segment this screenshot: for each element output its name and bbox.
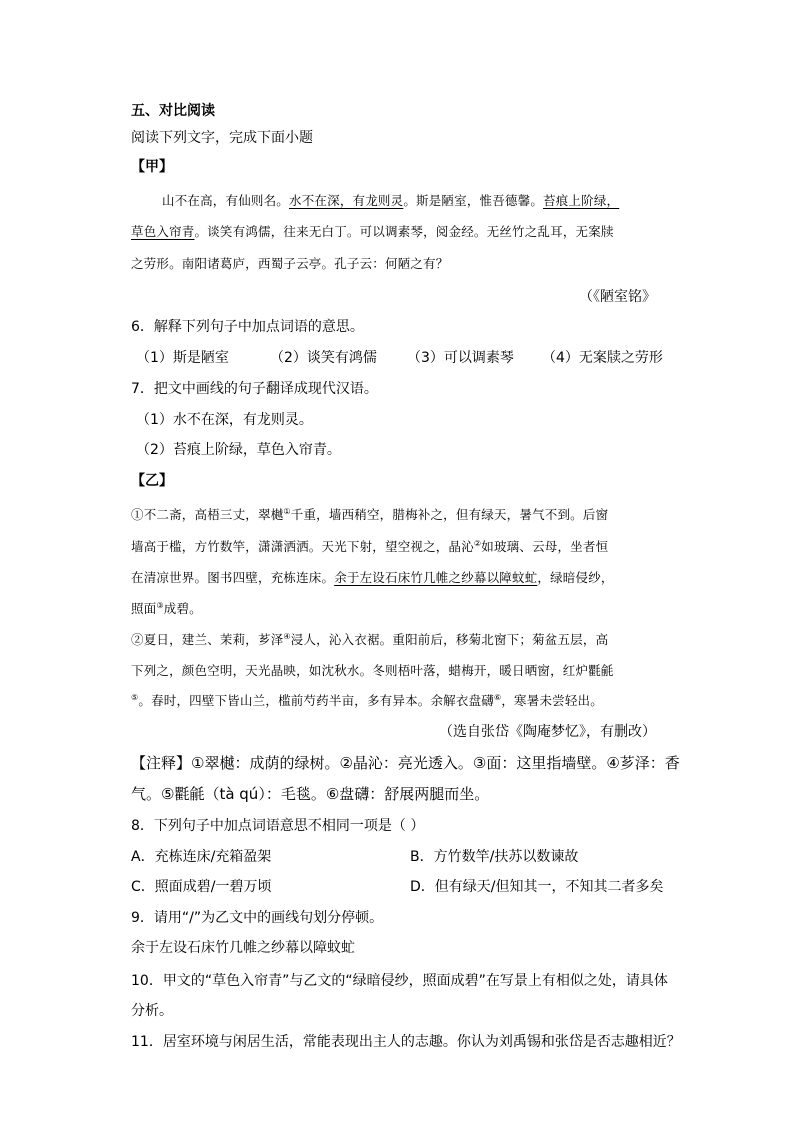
yi-text: 。春时，四壁下皆山兰，槛前芍药半亩，多有异本。余解衣盘礴 [138, 693, 494, 708]
jia-underlined-sentence-2a: 苔痕上阶绿， [543, 193, 620, 208]
q7-item-2: （2）苔痕上阶绿，草色入帘青。 [136, 442, 341, 458]
notes-line-1: 【注释】①翠樾：成荫的绿树。②晶沁：亮光透入。③面：这里指墙壁。④芗泽：香 [131, 754, 680, 772]
jia-underlined-sentence-1: 水不在深，有龙则灵 [289, 193, 404, 208]
instruction: 阅读下列文字，完成下面小题 [131, 130, 313, 146]
q8-option-d: D．但有绿天/但知其一，不知其二者多矣 [410, 879, 664, 895]
jia-text: 。斯是陋室，惟吾德馨。 [403, 193, 544, 208]
q10-line-2: 分析。 [131, 1003, 173, 1019]
notes-line-2: 气。⑤氍毹（tà qú）：毛毯。⑥盘礴：舒展两腿而坐。 [131, 785, 490, 803]
yi-text: 成碧。 [163, 601, 202, 616]
note-marker: ② [473, 538, 482, 548]
jia-underlined-sentence-2b: 草色入帘青 [131, 224, 195, 239]
yi-source: （选自张岱《陶庵梦忆》，有删改） [439, 724, 656, 740]
q8-stem: 8．下列句子中加点词语意思不相同一项是（ ） [131, 818, 425, 834]
yi-text: ①不二斋，高梧三丈，翠樾 [131, 507, 284, 522]
note-marker: ⑤ [131, 692, 139, 702]
jia-line-2 [131, 222, 614, 242]
yi-label: 【乙】 [131, 473, 173, 489]
yi-text: ，绿暗侵纱， [537, 570, 614, 585]
jia-line-1 [162, 191, 619, 211]
yi-p1-line-2 [131, 537, 608, 557]
yi-text: ②夏日，建兰、茉莉，芗泽 [131, 632, 284, 647]
jia-source: （《陋室铭》 [579, 289, 656, 305]
q8-option-b: B．方竹数竿/扶苏以数谏故 [410, 849, 579, 865]
yi-text: 墙高于槛，方竹数竿，潇潇洒洒。天光下射，望空视之，晶沁 [131, 539, 474, 554]
q8-option-a: A．充栋连床/充箱盈架 [131, 849, 272, 865]
q7-item-1: （1）水不在深，有龙则灵。 [136, 412, 313, 428]
q6-item-2: （2）谈笑有鸿儒 [270, 350, 377, 366]
yi-text: 如玻璃、云母，坐者恒 [481, 539, 609, 554]
jia-label: 【甲】 [131, 159, 173, 175]
q11-line-1: 11．居室环境与闲居生活，常能表现出主人的志趣。你认为刘禹锡和张岱是否志趣相近？ [131, 1034, 681, 1050]
q7-stem: 7．把文中画线的句子翻译成现代汉语。 [131, 381, 378, 397]
q10-line-1: 10．甲文的“草色入帘青”与乙文的“绿暗侵纱，照面成碧”在写景上有相似之处，请具体 [131, 973, 668, 989]
q6-item-4: （4）无案牍之劳形 [542, 350, 663, 366]
q6-item-3: （3）可以调素琴 [407, 350, 514, 366]
yi-p1-line-4 [131, 599, 202, 619]
yi-text: 在清凉世界。图书四壁，充栋连床。 [131, 570, 335, 585]
yi-text: 浸人，沁入衣裾。重阳前后，移菊北窗下；菊盆五层，高 [290, 632, 609, 647]
yi-p1-line-1 [131, 505, 608, 525]
yi-text: ，寒暑未尝轻出。 [501, 693, 603, 708]
note-marker: ⑥ [493, 692, 502, 702]
note-marker: ④ [283, 631, 291, 641]
yi-text: 照面 [131, 601, 157, 616]
yi-p2-line-3 [131, 691, 603, 711]
yi-underlined-sentence: 余于左设石床竹几帷之纱幕以障蚊虻 [334, 570, 538, 585]
jia-text: 。谈笑有鸿儒，往来无白丁。可以调素琴，阅金经。无丝竹之乱耳，无案牍 [194, 224, 614, 239]
section-title: 五、对比阅读 [131, 103, 215, 119]
note-marker: ③ [156, 600, 164, 610]
q6-item-1: （1）斯是陋室 [136, 350, 229, 366]
jia-text: 山不在高，有仙则名。 [162, 193, 290, 208]
yi-p1-line-3 [131, 568, 614, 588]
q6-items [136, 348, 663, 368]
yi-p2-line-1 [131, 630, 608, 650]
q8-options-row-1 [131, 847, 578, 867]
q6-stem: 6．解释下列句子中加点词语的意思。 [131, 319, 364, 335]
q8-option-c: C．照面成碧/一碧万顷 [131, 879, 272, 895]
yi-text: 千重，墙西稍空，腊梅补之，但有绿天，暑气不到。后窗 [290, 507, 609, 522]
jia-line-3: 之劳形。南阳诸葛庐，西蜀子云亭。孔子云：何陋之有？ [131, 256, 449, 271]
q9-sentence: 余于左设石床竹几帷之纱幕以障蚊虻 [131, 940, 355, 956]
q9-stem: 9．请用“/”为乙文中的画线句划分停顿。 [131, 910, 384, 926]
note-marker: ① [283, 506, 291, 516]
q8-options-row-2 [131, 877, 664, 897]
yi-p2-line-2: 下列之，颜色空明，天光晶映，如沈秋水。冬则梧叶落，蜡梅开，暖日晒窗，红炉氍毹 [131, 663, 614, 678]
